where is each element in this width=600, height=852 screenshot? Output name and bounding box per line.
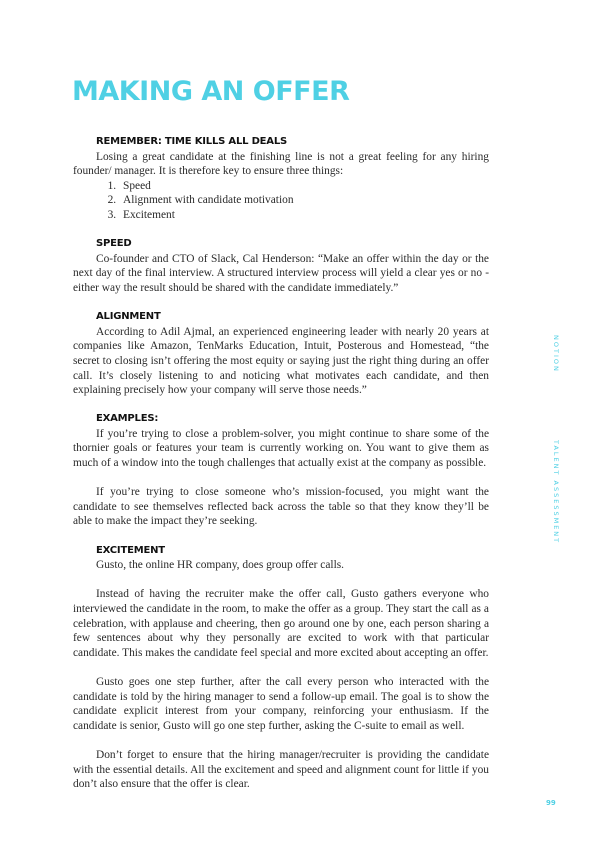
section-heading-speed: SPEED bbox=[96, 238, 132, 250]
section-heading-alignment: ALIGNMENT bbox=[96, 311, 161, 323]
section-heading-examples: EXAMPLES: bbox=[96, 413, 159, 425]
paragraph: Gusto goes one step further, after the call every person who interacted with the candidate is told by the hiring manager to send a follow-up email. The goal is to show the candidate explicit interest from your company, reinforcing your enthusiasm. If the candidate is senior, Gusto will go one step further, asking the C-suite to email as well. bbox=[73, 675, 489, 732]
page-number: 99 bbox=[546, 799, 556, 807]
page-title: MAKING AN OFFER bbox=[72, 76, 350, 107]
paragraph: Losing a great candidate at the finishing line is not a great feeling for any hiring founder/ manager. It is therefore key to ensure three things: bbox=[73, 150, 489, 178]
list-item: 1. Speed bbox=[119, 179, 489, 194]
paragraph: If you’re trying to close someone who’s mission-focused, you might want the candidate to see themselves reflected back across the table so that they know they’ll be able to make the impact they’re seeking. bbox=[73, 486, 489, 528]
sidebar-brand: NOTION bbox=[552, 335, 560, 373]
document-body bbox=[73, 135, 489, 792]
paragraph: Co-founder and CTO of Slack, Cal Henderson: “Make an offer within the day or the next day of the final interview. A structured interview process will yield a clear yes or no - either way the result should be shared with the candidate immediately.” bbox=[73, 252, 489, 294]
three-things-list bbox=[73, 179, 489, 223]
paragraph: Gusto, the online HR company, does group offer calls. bbox=[96, 559, 345, 572]
sidebar-section-label: TALENT ASSESSMENT bbox=[552, 440, 560, 545]
section-heading-excitement: EXCITEMENT bbox=[96, 544, 165, 556]
paragraph: According to Adil Ajmal, an experienced engineering leader with nearly 20 years at companies like Amazon, TenMarks Education, Intuit, Posterous and Homestead, “the secret to closing isn’t offering the most equity or saying just the right thing during an offer call. It’s closely listening to and noticing what motivates each candidate, and then explaining precisely how your company will serve those needs.” bbox=[73, 325, 489, 397]
paragraph: Don’t forget to ensure that the hiring manager/recruiter is providing the candidate with the essential details. All the excitement and speed and alignment count for little if you don’t also ensure that the offer is clear. bbox=[73, 748, 489, 791]
list-item: 2. Alignment with candidate motivation bbox=[119, 193, 489, 208]
paragraph: Instead of having the recruiter make the offer call, Gusto gathers everyone who interviewed the candidate in the room, to make the offer as a group. They start the call as a celebration, with applause and cheering, then go around one by one, each person sharing a few sentences about why they personally are excited to work with that particular candidate. This makes the candidate feel special and more excited about accepting an offer. bbox=[73, 588, 489, 659]
paragraph: If you’re trying to close a problem-solver, you might continue to share some of the thornier goals or features your team is currently working on. You want to give them as much of a window into the tough challenges that actually exist at the company as possible. bbox=[73, 427, 489, 470]
section-heading-remember: REMEMBER: TIME KILLS ALL DEALS bbox=[96, 136, 288, 147]
list-item: 3. Excitement bbox=[119, 208, 489, 223]
